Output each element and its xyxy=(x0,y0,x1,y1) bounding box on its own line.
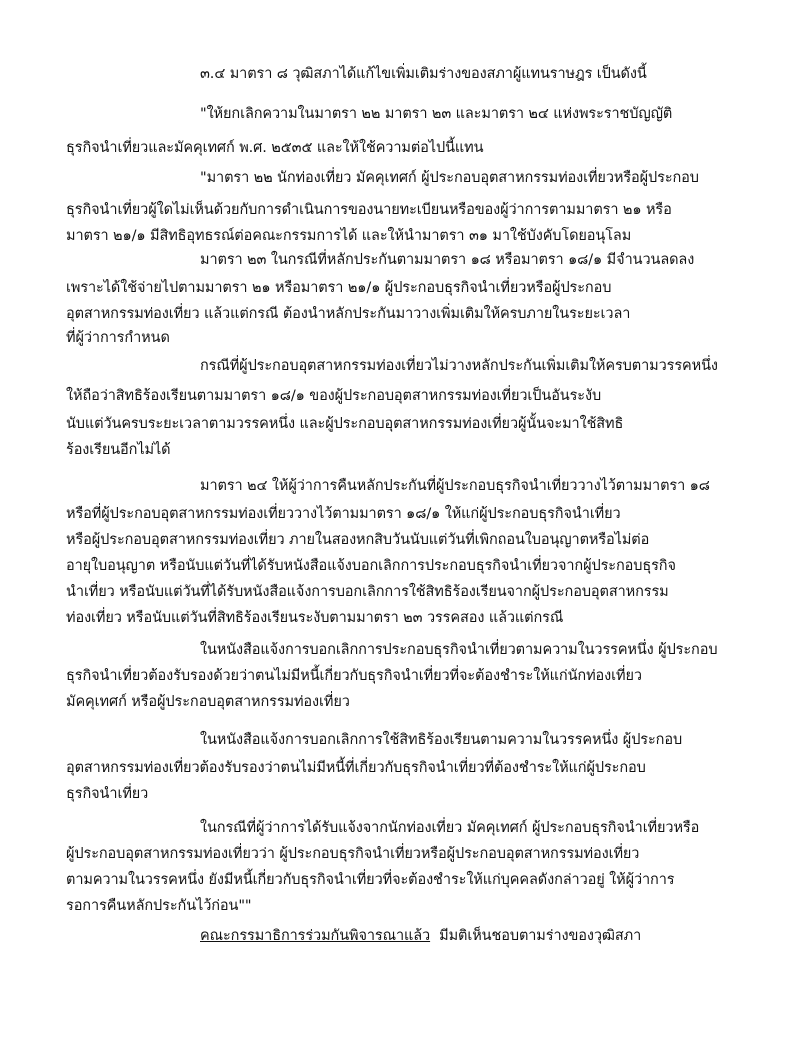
text-line: ในกรณีที่ผู้ว่าการได้รับแจ้งจากนักท่องเที่ยว มัคคุเทศก์ ผู้ประกอบธุรกิจนำเที่ยวหรือ xyxy=(200,820,700,836)
text-line: มาตรา ๒๓ ในกรณีที่หลักประกันตามมาตรา ๑๘ หรือมาตรา ๑๘/๑ มีจำนวนลดลง xyxy=(200,252,695,268)
text-line: มาตรา ๒๑/๑ มีสิทธิอุทธรณ์ต่อคณะกรรมการได้ และให้นำมาตรา ๓๑ มาใช้บังคับโดยอนุโลม xyxy=(66,228,632,244)
text-line: กรณีที่ผู้ประกอบอุตสาหกรรมท่องเที่ยวไม่วางหลักประกันเพิ่มเติมให้ครบตามวรรคหนึ่ง xyxy=(200,358,718,374)
committee-underlined-text: คณะกรรมาธิการร่วมกันพิจารณาแล้ว xyxy=(200,928,431,944)
text-line: ร้องเรียนอีกไม่ได้ xyxy=(66,442,171,458)
text-line: นับแต่วันครบระยะเวลาตามวรรคหนึ่ง และผู้ประกอบอุตสาหกรรมท่องเที่ยวผู้นั้นจะมาใช้สิทธิ xyxy=(66,416,624,432)
text-line: ให้ถือว่าสิทธิร้องเรียนตามมาตรา ๑๘/๑ ของผู้ประกอบอุตสาหกรรมท่องเที่ยวเป็นอันระงับ xyxy=(66,388,602,404)
text-line: ตามความในวรรคหนึ่ง ยังมีหนี้เกี่ยวกับธุรกิจนำเที่ยวที่จะต้องชำระให้แก่บุคคลดังกล่าวอยู่ ให้ผู้ว่าการ xyxy=(66,872,675,888)
text-line: ในหนังสือแจ้งการบอกเลิกการใช้สิทธิร้องเรียนตามความในวรรคหนึ่ง ผู้ประกอบ xyxy=(200,732,683,748)
text-line: หรือผู้ประกอบอุตสาหกรรมท่องเที่ยว ภายในสองหกสิบวันนับแต่วันที่เพิกถอนใบอนุญาตหรือไม่ต่อ xyxy=(66,532,650,548)
text-line: มัคคุเทศก์ หรือผู้ประกอบอุตสาหกรรมท่องเที่ยว xyxy=(66,694,350,710)
text-line: "มาตรา ๒๒ นักท่องเที่ยว มัคคุเทศก์ ผู้ประกอบอุตสาหกรรมท่องเที่ยวหรือผู้ประกอบ xyxy=(200,170,699,186)
text-line: ธุรกิจนำเที่ยวต้องรับรองด้วยว่าตนไม่มีหนี้เกี่ยวกับธุรกิจนำเที่ยวที่จะต้องชำระให้แก่นักท่องเที่ยว xyxy=(66,668,642,684)
text-line: ที่ผู้ว่าการกำหนด xyxy=(66,330,170,346)
text-line: หรือที่ผู้ประกอบอุตสาหกรรมท่องเที่ยววางไว้ตามมาตรา ๑๘/๑ ให้แก่ผู้ประกอบธุรกิจนำเที่ยว xyxy=(66,506,621,522)
text-line: ในหนังสือแจ้งการบอกเลิกการประกอบธุรกิจนำเที่ยวตามความในวรรคหนึ่ง ผู้ประกอบ xyxy=(200,642,718,658)
text-line: อุตสาหกรรมท่องเที่ยวต้องรับรองว่าตนไม่มีหนี้ที่เกี่ยวกับธุรกิจนำเที่ยวที่ต้องชำระให้แก่ผู้ประกอบ xyxy=(66,760,646,776)
text-line: มาตรา ๒๔ ให้ผู้ว่าการคืนหลักประกันที่ผู้ประกอบธุรกิจนำเที่ยววางไว้ตามมาตรา ๑๘ xyxy=(200,478,710,494)
text-line: ท่องเที่ยว หรือนับแต่วันที่สิทธิร้องเรียนระงับตามมาตรา ๒๓ วรรคสอง แล้วแต่กรณี xyxy=(66,610,564,626)
text-line: ธุรกิจนำเที่ยวผู้ใดไม่เห็นด้วยกับการดำเนินการของนายทะเบียนหรือของผู้ว่าการตามมาตรา ๒๑ หรือ xyxy=(66,202,672,218)
text-line: "ให้ยกเลิกความในมาตรา ๒๒ มาตรา ๒๓ และมาตรา ๒๔ แห่งพระราชบัญญัติ xyxy=(200,106,673,122)
committee-resolution-line xyxy=(200,926,641,946)
text-line: ๓.๔ มาตรา ๘ วุฒิสภาได้แก้ไขเพิ่มเติมร่างของสภาผู้แทนราษฎร เป็นดังนี้ xyxy=(200,66,647,82)
text-line: เพราะได้ใช้จ่ายไปตามมาตรา ๒๑ หรือมาตรา ๒๑/๑ ผู้ประกอบธุรกิจนำเที่ยวหรือผู้ประกอบ xyxy=(66,280,612,296)
text-line: ผู้ประกอบอุตสาหกรรมท่องเที่ยวว่า ผู้ประกอบธุรกิจนำเที่ยวหรือผู้ประกอบอุตสาหกรรมท่องเที่ยว xyxy=(66,846,640,862)
text-line: อายุใบอนุญาต หรือนับแต่วันที่ได้รับหนังสือแจ้งบอกเลิกการประกอบธุรกิจนำเที่ยวจากผู้ประกอบธุรกิจ xyxy=(66,558,676,574)
text-line: นำเที่ยว หรือนับแต่วันที่ได้รับหนังสือแจ้งการบอกเลิกการใช้สิทธิร้องเรียนจากผู้ประกอบอุตสาหกรรม xyxy=(66,584,669,600)
text-line: อุตสาหกรรมท่องเที่ยว แล้วแต่กรณี ต้องนำหลักประกันมาวางเพิ่มเติมให้ครบภายในระยะเวลา xyxy=(66,306,631,322)
text-line: ธุรกิจนำเที่ยวและมัคคุเทศก์ พ.ศ. ๒๕๓๕ และให้ใช้ความต่อไปนี้แทน xyxy=(66,140,484,156)
text-line: รอการคืนหลักประกันไว้ก่อน"" xyxy=(66,898,252,914)
resolution-text: มีมติเห็นชอบตามร่างของวุฒิสภา xyxy=(439,928,642,944)
text-line: ธุรกิจนำเที่ยว xyxy=(66,786,149,802)
